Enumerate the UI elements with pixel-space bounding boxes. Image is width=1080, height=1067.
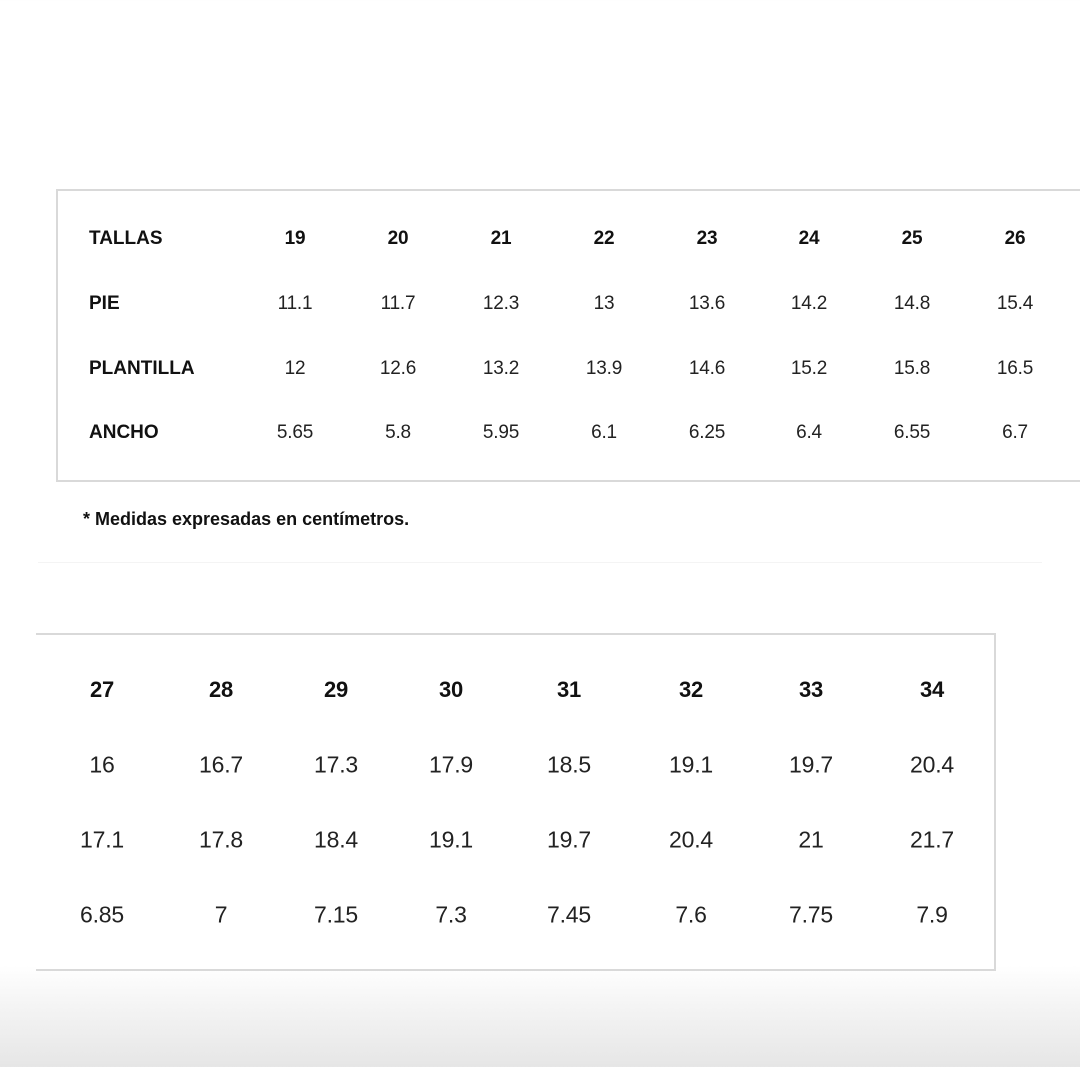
measurement-plantilla: 21 (798, 826, 824, 853)
measurement-plantilla: 19.1 (429, 826, 473, 853)
size-header: 28 (208, 677, 234, 702)
measurement-ancho: 5.65 (276, 422, 314, 443)
measurement-pie: 13.6 (688, 293, 726, 314)
measurement-plantilla: 12 (284, 358, 306, 379)
footnote: * Medidas expresadas en centímetros. (83, 509, 410, 529)
measurement-plantilla: 13.9 (585, 358, 623, 379)
measurement-plantilla: 17.1 (80, 826, 124, 853)
size-header: 19 (284, 228, 306, 249)
measurement-plantilla: 13.2 (482, 358, 520, 379)
size-header: 34 (919, 677, 945, 702)
measurement-pie: 14.8 (893, 293, 931, 314)
row-label-ancho: ANCHO (89, 422, 159, 443)
size-header: 21 (490, 228, 512, 249)
measurement-pie: 15.4 (996, 293, 1034, 314)
measurement-ancho: 7.75 (789, 901, 833, 928)
measurement-pie: 20.4 (910, 751, 954, 778)
size-header: 31 (556, 677, 582, 702)
size-header: 32 (678, 677, 704, 702)
size-header: 23 (696, 228, 718, 249)
measurement-plantilla: 12.6 (379, 358, 417, 379)
measurement-pie: 17.9 (429, 751, 473, 778)
measurement-ancho: 6.7 (1002, 422, 1028, 443)
measurement-pie: 14.2 (790, 293, 828, 314)
measurement-ancho: 7.15 (314, 901, 358, 928)
measurement-pie: 16.7 (199, 751, 243, 778)
measurement-ancho: 6.55 (893, 422, 931, 443)
measurement-pie: 13 (593, 293, 615, 314)
measurement-pie: 11.1 (277, 293, 313, 314)
measurement-pie: 12.3 (482, 293, 520, 314)
size-header: 25 (901, 228, 923, 249)
measurement-ancho: 7.45 (547, 901, 591, 928)
measurement-ancho: 7.9 (916, 901, 948, 928)
measurement-ancho: 6.85 (80, 901, 124, 928)
measurement-ancho: 6.1 (591, 422, 617, 443)
size-header: 20 (387, 228, 409, 249)
measurement-ancho: 7.3 (435, 901, 467, 928)
size-header: 30 (438, 677, 464, 702)
measurement-plantilla: 16.5 (996, 358, 1034, 379)
measurement-ancho: 5.8 (385, 422, 411, 443)
measurement-plantilla: 14.6 (688, 358, 726, 379)
row-label-tallas: TALLAS (89, 228, 163, 249)
size-table-top (56, 189, 1080, 482)
divider (38, 562, 1042, 563)
measurement-plantilla: 20.4 (669, 826, 713, 853)
measurement-plantilla: 18.4 (314, 826, 358, 853)
size-header: 27 (89, 677, 115, 702)
measurement-plantilla: 21.7 (910, 826, 954, 853)
size-header: 29 (323, 677, 349, 702)
measurement-pie: 17.3 (314, 751, 358, 778)
size-table-bottom (36, 633, 996, 971)
measurement-pie: 18.5 (547, 751, 591, 778)
measurement-ancho: 5.95 (482, 422, 520, 443)
size-header: 26 (1004, 228, 1026, 249)
measurement-ancho: 6.25 (688, 422, 726, 443)
measurement-plantilla: 15.2 (790, 358, 828, 379)
measurement-ancho: 7.6 (675, 901, 707, 928)
measurement-pie: 16 (89, 751, 115, 778)
size-header: 22 (593, 228, 615, 249)
measurement-plantilla: 19.7 (547, 826, 591, 853)
measurement-pie: 19.7 (789, 751, 833, 778)
measurement-pie: 19.1 (669, 751, 713, 778)
measurement-plantilla: 15.8 (893, 358, 931, 379)
measurement-ancho: 6.4 (796, 422, 822, 443)
row-label-plantilla: PLANTILLA (89, 358, 195, 379)
size-header: 24 (798, 228, 820, 249)
measurement-ancho: 7 (214, 901, 228, 928)
measurement-pie: 11.7 (380, 293, 416, 314)
measurement-plantilla: 17.8 (199, 826, 243, 853)
row-label-pie: PIE (89, 293, 120, 314)
size-header: 33 (798, 677, 824, 702)
